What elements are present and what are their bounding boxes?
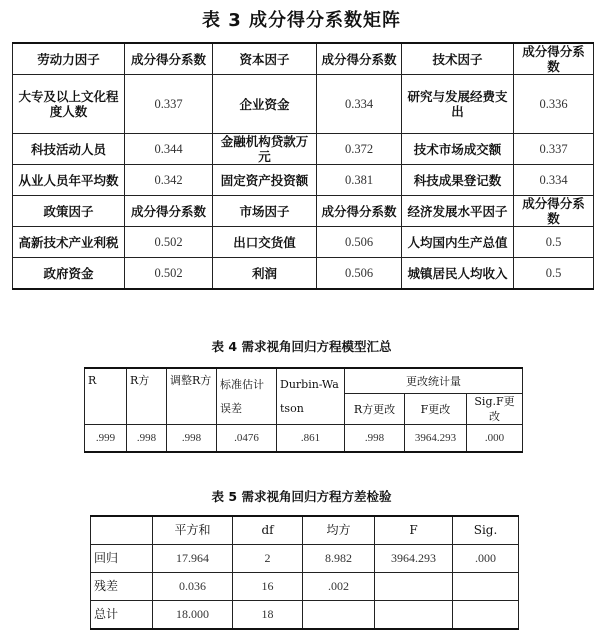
header-sig-f-change: Sig.F更改 [467,394,523,425]
value-cell: 2 [233,545,303,573]
factor-label-cell: 企业资金 [213,75,317,134]
table-row [13,227,594,258]
value-cell: 17.964 [153,545,233,573]
header-cell: F [375,516,453,545]
factor-label-cell: 人均国内生产总值 [402,227,514,258]
table-row [13,258,594,290]
value-cell: 0.502 [125,227,213,258]
value-cell: 0.337 [514,134,594,165]
value-cell: 0.036 [153,573,233,601]
table-header-row [13,43,594,75]
value-cell: 3964.293 [375,545,453,573]
factor-label-cell: 研究与发展经费支出 [402,75,514,134]
value-cell: .999 [85,425,127,453]
value-cell: 0.344 [125,134,213,165]
value-cell [453,601,519,630]
value-cell: 18 [233,601,303,630]
table-row [91,545,519,573]
value-cell: .000 [467,425,523,453]
value-cell: 0.5 [514,258,594,290]
header-cell: 平方和 [153,516,233,545]
factor-label-cell: 政府资金 [13,258,125,290]
factor-score-matrix-table [12,42,594,290]
header-cell: 成分得分系数 [317,196,402,227]
header-cell: 资本因子 [213,43,317,75]
value-cell: 0.372 [317,134,402,165]
factor-label-cell: 高新技术产业利税 [13,227,125,258]
value-cell: 0.342 [125,165,213,196]
table-row [91,601,519,630]
header-std-error: 标准估计误差 [217,368,277,425]
factor-label-cell: 固定资产投资额 [213,165,317,196]
factor-label-cell: 技术市场成交额 [402,134,514,165]
header-cell: 均方 [303,516,375,545]
value-cell [375,573,453,601]
row-label-cell: 总计 [91,601,153,630]
table-header-row [85,368,523,394]
header-r2: R方 [127,368,167,425]
factor-label-cell: 金融机构贷款万元 [213,134,317,165]
value-cell: .998 [127,425,167,453]
header-cell: 成分得分系数 [125,196,213,227]
factor-label-cell: 科技活动人员 [13,134,125,165]
table-header-row [13,196,594,227]
value-cell: 8.982 [303,545,375,573]
header-cell: 劳动力因子 [13,43,125,75]
header-cell [91,516,153,545]
header-cell: 成分得分系数 [514,43,594,75]
value-cell [375,601,453,630]
factor-label-cell: 大专及以上文化程度人数 [13,75,125,134]
value-cell: 0.381 [317,165,402,196]
value-cell: .000 [453,545,519,573]
header-change-statistics: 更改统计量 [345,368,523,394]
row-label-cell: 回归 [91,545,153,573]
table4-title: 表 4 需求视角回归方程模型汇总 [211,339,392,354]
value-cell: 0.506 [317,258,402,290]
value-cell: 3964.293 [405,425,467,453]
header-f-change: F更改 [405,394,467,425]
header-cell: df [233,516,303,545]
header-cell: 技术因子 [402,43,514,75]
value-cell: .998 [345,425,405,453]
value-cell: .998 [167,425,217,453]
header-cell: 经济发展水平因子 [402,196,514,227]
value-cell: 0.336 [514,75,594,134]
factor-label-cell: 城镇居民人均收入 [402,258,514,290]
value-cell: .002 [303,573,375,601]
table-row [13,75,594,134]
value-cell: .861 [277,425,345,453]
value-cell: 0.334 [514,165,594,196]
table-row [85,425,523,453]
table-header-row [91,516,519,545]
header-r: R [85,368,127,425]
factor-label-cell: 出口交货值 [213,227,317,258]
header-cell: Sig. [453,516,519,545]
factor-label-cell: 科技成果登记数 [402,165,514,196]
table-row [91,573,519,601]
value-cell: 0.5 [514,227,594,258]
value-cell: 0.506 [317,227,402,258]
model-summary-table [84,367,523,453]
header-cell: 成分得分系数 [125,43,213,75]
table3-title: 表 3 成分得分系数矩阵 [201,10,402,31]
header-cell: 成分得分系数 [514,196,594,227]
value-cell: 16 [233,573,303,601]
value-cell: 0.337 [125,75,213,134]
value-cell [303,601,375,630]
header-durbin-watson: Durbin-Watson [277,368,345,425]
table5-title: 表 5 需求视角回归方程方差检验 [211,489,392,504]
header-adj-r2: 调整R方 [167,368,217,425]
value-cell: 0.502 [125,258,213,290]
table-row [13,165,594,196]
row-label-cell: 残差 [91,573,153,601]
value-cell: .0476 [217,425,277,453]
header-cell: 市场因子 [213,196,317,227]
header-cell: 政策因子 [13,196,125,227]
factor-label-cell: 利润 [213,258,317,290]
value-cell: 0.334 [317,75,402,134]
value-cell: 18.000 [153,601,233,630]
table-row [13,134,594,165]
factor-label-cell: 从业人员年平均数 [13,165,125,196]
header-cell: 成分得分系数 [317,43,402,75]
value-cell [453,573,519,601]
header-r2-change: R方更改 [345,394,405,425]
anova-table [90,515,519,630]
